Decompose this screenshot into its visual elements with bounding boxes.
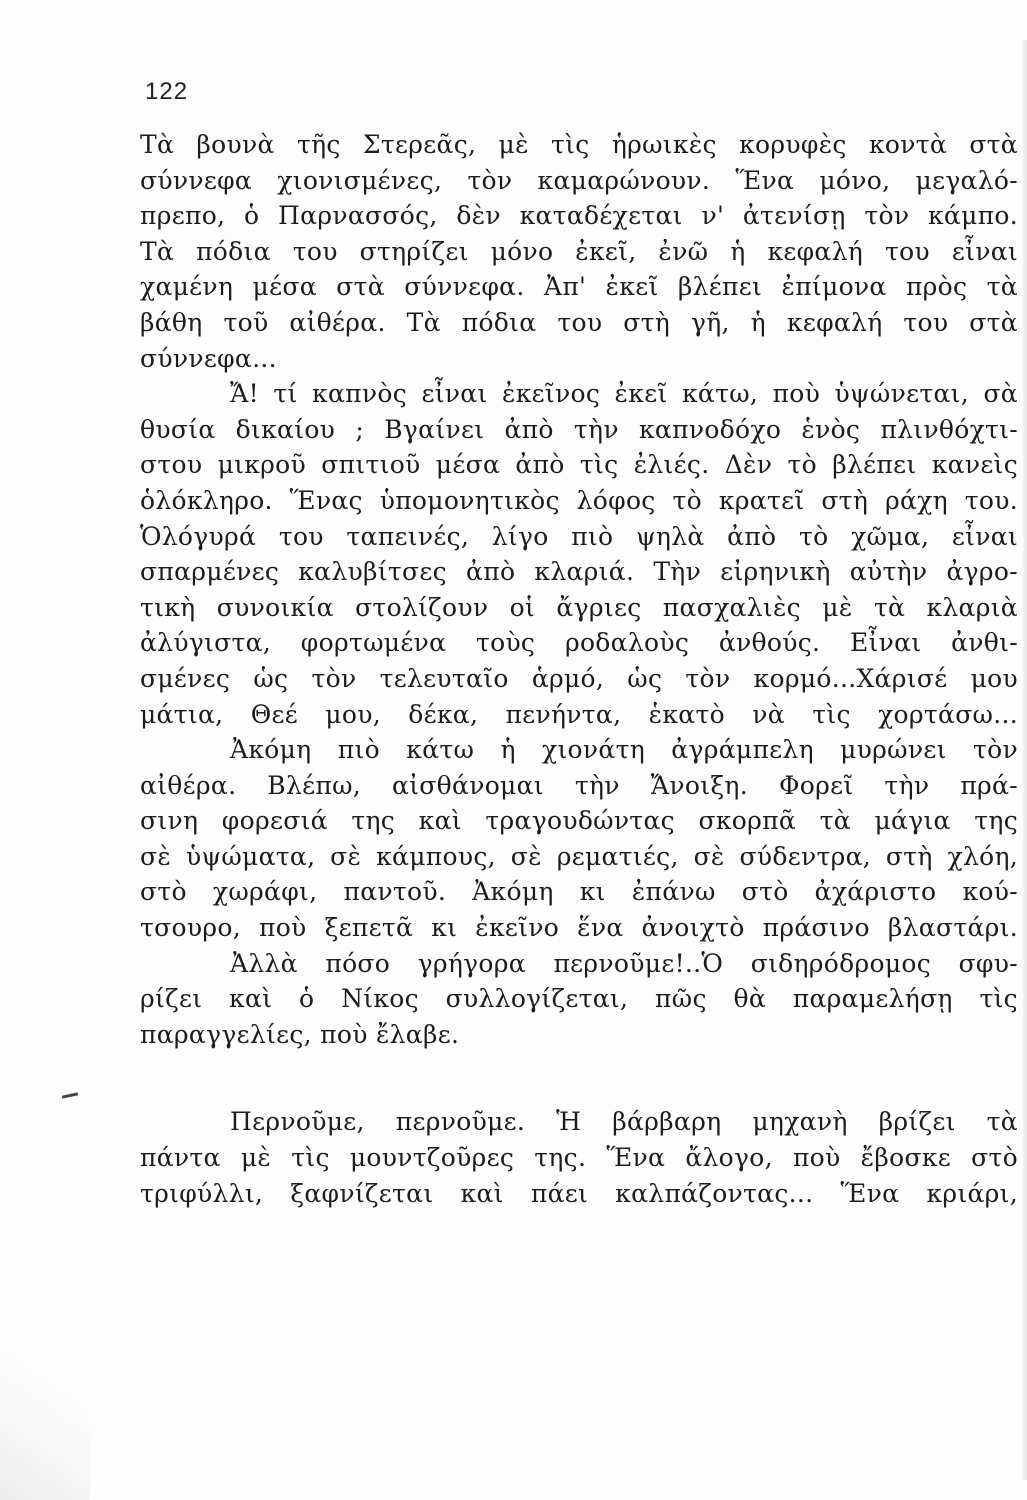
page-corner-fold [0, 1340, 90, 1500]
margin-pencil-mark [62, 1092, 78, 1098]
page-number: 122 [145, 78, 189, 105]
text-line: θυσία δικαίου ; Βγαίνει ἀπὸ τὴν καπνοδόχο ἑνὸς πλινθόχτι- [140, 414, 1018, 444]
text-line: βάθη τοῦ αἰθέρα. Τὰ πόδια του στὴ γῆ, ἡ κεφαλή του στὰ [140, 307, 1018, 337]
text-line: σμένες ὡς τὸν τελευταῖο ἁρμό, ὡς τὸν κορμό...Χάρισέ μου [140, 663, 1018, 693]
text-line: τσουρο, ποὺ ξεπετᾶ κι ἐκεῖνο ἕνα ἀνοιχτὸ πράσινο βλαστάρι. [140, 913, 1018, 943]
text-line: ρίζει καὶ ὁ Νίκος συλλογίζεται, πῶς θὰ παραμελήσῃ τὶς [140, 984, 1018, 1014]
text-line: τριφύλλι, ξαφνίζεται καὶ πάει καλπάζοντας... Ἕνα κριάρι, [140, 1178, 1018, 1208]
text-line: πρεπο, ὁ Παρνασσός, δὲν καταδέχεται ν' ἀτενίσῃ τὸν κάμπο. [140, 201, 1018, 231]
text-line: Τὰ βουνὰ τῆς Στερεᾶς, μὲ τὶς ἡρωικὲς κορυφὲς κοντὰ στὰ [140, 130, 1018, 159]
text-line: σινη φορεσιά της καὶ τραγουδώντας σκορπᾶ τὰ μάγια της [140, 806, 1018, 836]
text-line: παραγγελίες, ποὺ ἔλαβε. [140, 1019, 460, 1049]
text-line: στου μικροῦ σπιτιοῦ μέσα ἀπὸ τὶς ἐλιές. Δὲν τὸ βλέπει κανεὶς [140, 450, 1018, 480]
text-line: πάντα μὲ τὶς μουντζοῦρες της. Ἕνα ἄλογο, ποὺ ἔβοσκε στὸ [140, 1143, 1018, 1173]
text-line: σύννεφα χιονισμένες, τὸν καμαρώνουν. Ἕνα μόνο, μεγαλό- [140, 165, 1018, 195]
text-line: σύννεφα... [140, 343, 277, 373]
text-line: αἰθέρα. Βλέπω, αἰσθάνομαι τὴν Ἄνοιξη. Φορεῖ τὴν πρά- [140, 770, 1018, 800]
text-line: Ἄ! τί καπνὸς εἶναι ἐκεῖνος ἐκεῖ κάτω, ποὺ ὑψώνεται, σὰ [230, 379, 1018, 409]
page-edge-shadow [1023, 40, 1027, 1480]
text-line: Ἀκόμη πιὸ κάτω ἡ χιονάτη ἀγράμπελη μυρώνει τὸν [230, 735, 1018, 765]
text-line: μάτια, Θεέ μου, δέκα, πενήντα, ἑκατὸ νὰ τὶς χορτάσω... [140, 699, 1018, 729]
text-line: σὲ ὑψώματα, σὲ κάμπους, σὲ ρεματιές, σὲ σύδεντρα, στὴ χλόη, [140, 841, 1018, 871]
text-line: Ἀλλὰ πόσο γρήγορα περνοῦμε!..Ὁ σιδηρόδρομος σφυ- [230, 948, 1018, 978]
text-line: ὁλόκληρο. Ἕνας ὑπομονητικὸς λόφος τὸ κρατεῖ στὴ ράχη του. [140, 485, 1018, 515]
text-line: Περνοῦμε, περνοῦμε. Ἡ βάρβαρη μηχανὴ βρίζει τὰ [230, 1107, 1018, 1137]
text-line: Ὁλόγυρά του ταπεινές, λίγο πιὸ ψηλὰ ἀπὸ τὸ χῶμα, εἶναι [140, 521, 1018, 551]
text-line: σπαρμένες καλυβίτσες ἀπὸ κλαριά. Τὴν εἰρηνικὴ αὐτὴν ἀγρο- [140, 557, 1018, 587]
text-line: στὸ χωράφι, παντοῦ. Ἀκόμη κι ἐπάνω στὸ ἀχάριστο κού- [140, 877, 1018, 907]
text-line: ἀλύγιστα, φορτωμένα τοὺς ροδαλοὺς ἀνθούς. Εἶναι ἀνθι- [140, 628, 1018, 658]
paragraph-gap [140, 1052, 1018, 1104]
text-line: τικὴ συνοικία στολίζουν οἱ ἄγριες πασχαλιὲς μὲ τὰ κλαριὰ [140, 592, 1018, 622]
text-line: Τὰ πόδια του στηρίζει μόνο ἐκεῖ, ἐνῶ ἡ κεφαλή του εἶναι [140, 236, 1018, 266]
text-line: χαμένη μέσα στὰ σύννεφα. Ἀπ' ἐκεῖ βλέπει ἐπίμονα πρὸς τὰ [140, 272, 1018, 302]
body-text [140, 127, 1018, 1211]
